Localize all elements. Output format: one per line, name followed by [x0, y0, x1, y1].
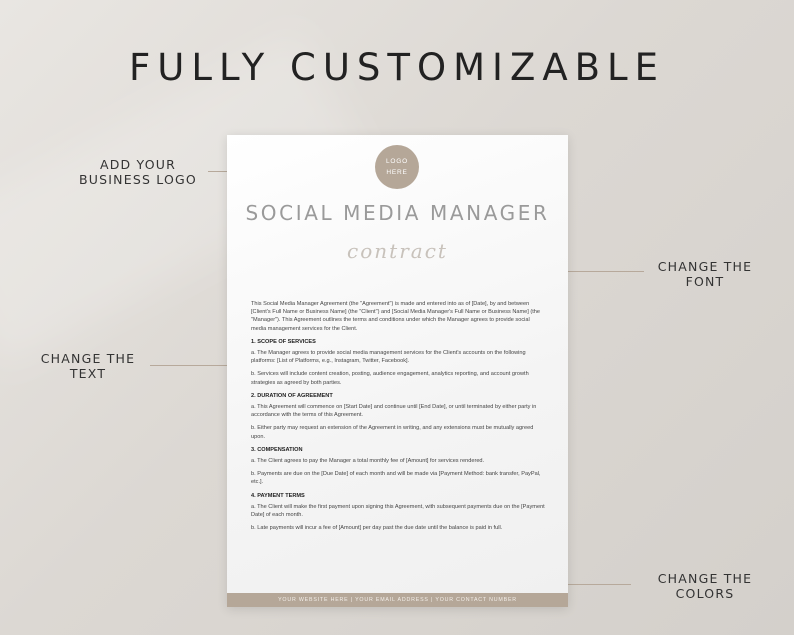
- logo-placeholder-line-1: LOGO: [386, 158, 408, 165]
- section-heading: 2. DURATION OF AGREEMENT: [251, 392, 333, 399]
- headline: FULLY CUSTOMIZABLE: [128, 46, 666, 89]
- callout-font-line-2: FONT: [685, 274, 725, 289]
- document-script-title: contract: [347, 239, 448, 263]
- document-title: SOCIAL MEDIA MANAGER: [245, 201, 550, 225]
- logo-placeholder: [375, 145, 419, 189]
- callout-colors-connector: [566, 584, 631, 585]
- callout-logo-line-1: ADD YOUR: [99, 157, 176, 172]
- section-paragraph: b. Payments are due on the [Due Date] of each month and will be made via [Payment Method: bank transfer, PayPal, etc.].: [251, 471, 541, 486]
- callout-font-line-1: CHANGE THE: [657, 259, 753, 274]
- section-paragraph: b. Services will include content creation, posting, audience engagement, analytics reporting, and account growth strategies as agreed by both parties.: [251, 371, 529, 386]
- section-heading: 3. COMPENSATION: [251, 446, 303, 453]
- callout-text-line-2: TEXT: [69, 366, 107, 381]
- logo-placeholder-line-2: HERE: [386, 169, 408, 176]
- callout-logo-line-2: BUSINESS LOGO: [79, 172, 197, 187]
- section-paragraph: b. Either party may request an extension of the Agreement in writing, and any extensions must be mutually agreed upon.: [251, 425, 534, 440]
- section-paragraph: a. The Manager agrees to provide social media management services for the Client's accounts on the following platforms: [List of Platforms, e.g., Instagram, Twitter, Facebook].: [251, 350, 526, 365]
- section-heading: 1. SCOPE OF SERVICES: [251, 338, 316, 345]
- section-paragraph: b. Late payments will incur a fee of [Amount] per day past the due date until the balance is paid in full.: [251, 525, 503, 532]
- document-body: [251, 300, 546, 537]
- callout-colors-line-2: COLORS: [675, 586, 735, 601]
- callout-add-logo: [68, 157, 208, 187]
- document-footer: YOUR WEBSITE HERE | YOUR EMAIL ADDRESS | YOUR CONTACT NUMBER: [227, 593, 568, 607]
- contract-document-preview: [227, 135, 568, 607]
- section-heading: 4. PAYMENT TERMS: [251, 492, 305, 499]
- callout-colors-line-1: CHANGE THE: [657, 571, 753, 586]
- callout-change-text: [28, 351, 148, 381]
- callout-change-colors: [645, 571, 765, 601]
- callout-change-font: [655, 259, 755, 289]
- section-paragraph: a. The Client agrees to pay the Manager a total monthly fee of [Amount] for services rendered.: [251, 458, 485, 465]
- document-intro: This Social Media Manager Agreement (the "Agreement") is made and entered into as of [Date], by and between [Client's Full Name or Business Name] (the "Client") and [Social Media Manager's Full Name or Business Name] (the "Manager"). This Agreement outlines the terms and conditions under which the Manager agrees to provide social media management services for the Client.: [251, 301, 541, 332]
- section-paragraph: a. This Agreement will commence on [Start Date] and continue until [End Date], or until terminated by either party in accordance with the terms of this Agreement.: [251, 404, 537, 419]
- section-paragraph: a. The Client will make the first payment upon signing this Agreement, with subsequent payments due on the [Payment Date] of each month.: [251, 503, 545, 519]
- callout-text-line-1: CHANGE THE: [40, 351, 136, 366]
